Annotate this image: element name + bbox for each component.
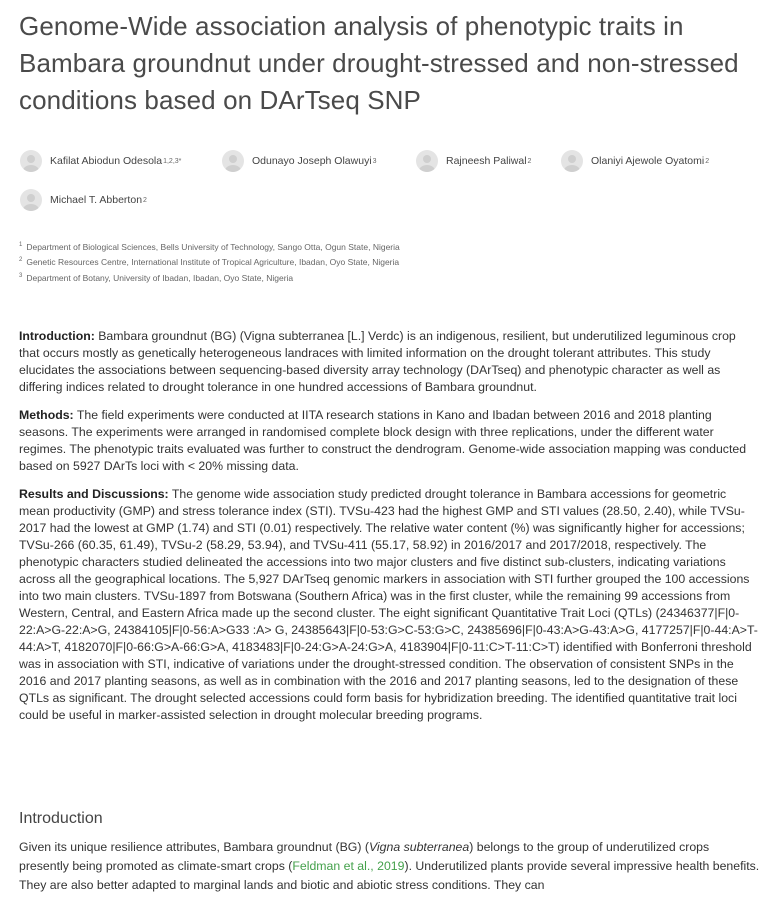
affiliation-item [19, 239, 400, 254]
avatar-icon [416, 150, 438, 172]
abstract-results-label: Results and Discussions: [19, 487, 169, 501]
author-name: Olaniyi Ajewole Oyatomi [591, 155, 705, 167]
abstract-results-text: The genome wide association study predicted drought tolerance in Bambara accessions for geometric mean productivity (GMP) and stress tolerance index (STI). TVSu-423 had the highest GMP and STI values (28.50, 2.40), while TVSu-2017 had the lowest at GMP (1.74) and STI (0.01) respectively. The relative water content (%) was significantly higher for accessions; TVSu-266 (60.35, 61.49), TVSu-2 (58.29, 53.94), and TVSu-411 (55.17, 58.92) in 2016/2017 and 2017/2018, respectively. The phenotypic characters studied delineated the accessions into two major clusters and five distinct sub-clusters, indicating variations across all the geographical locations. The 5,927 DArTseq genomic markers in association with STI further grouped the 100 accessions into two main clusters. TVSu-1897 from Botswana (Southern Africa) was in the first cluster, while the remaining 99 accessions from Western, Central, and Eastern Africa made up the second cluster. The eight significant Quantitative Trait Loci (QTLs) (24346377|F|0-22:A>G-22:A>G, 24384105|F|0-56:A>G33 :A> G, 24385643|F|0-53:G>C-53:G>C, 24385696|F|0-43:A>G-43:A>G, 4177257|F|0-44:A>T-44:A>T, 4182070|F|0-66:G>A-66:G>A, 4183483|F|0-24:G>A-24:G>A, 4183904|F|0-11:C>T-11:C>T) identified with Bonferroni threshold was in association with STI, indicative of variations under the drought-stressed condition. The observation of consistent SNPs in the 2016 and 2017 planting seasons, as well as in combination with the 2016 and 2017 planting seasons, led to the designation of these QTLs as significant. The drought selected accessions could form basis for hybridization breeding. The identified quantitative trait loci could be useful in marker-assisted selection in drought molecular breeding programs. [19, 487, 758, 722]
affiliation-text: Department of Biological Sciences, Bells University of Technology, Sango Otta, Ogun State, Nigeria [26, 241, 400, 252]
author-4[interactable] [561, 150, 709, 172]
author-name: Odunayo Joseph Olawuyi [252, 155, 372, 167]
avatar-icon [20, 150, 42, 172]
avatar-icon [561, 150, 583, 172]
abstract [19, 328, 759, 735]
abstract-results [19, 486, 759, 724]
abstract-intro-label: Introduction: [19, 329, 95, 343]
affiliations [19, 239, 400, 285]
intro-text: Given its unique resilience attributes, Bambara groundnut (BG) ( [19, 840, 369, 854]
author-affil-sup: 2 [705, 157, 710, 165]
introduction-body [19, 838, 761, 895]
abstract-introduction [19, 328, 759, 396]
abstract-methods-label: Methods: [19, 408, 74, 422]
article-title: Genome-Wide association analysis of phenotypic traits in Bambara groundnut under drought-stressed and non-stressed conditions based on DArTseq SNP [19, 11, 739, 115]
author-name: Michael T. Abberton [50, 194, 143, 206]
avatar-icon [222, 150, 244, 172]
author-affil-sup: 2 [527, 157, 532, 165]
species-name: Vigna subterranea [368, 840, 470, 854]
abstract-intro-text: Bambara groundnut (BG) (Vigna subterranea [L.] Verdc) is an indigenous, resilient, but underutilized leguminous crop that occurs mostly as genetically heterogeneous landraces with limited information on the drought tolerant attributes. This study elucidates the associations between sequencing-based diversity array technology (DArTseq) and phenotypic character as well as differing indices related to drought tolerance in one hundred accessions of Bambara groundnut. [19, 329, 736, 394]
author-affil-sup: 3 [372, 157, 377, 165]
avatar-icon [20, 189, 42, 211]
author-5[interactable] [20, 189, 147, 211]
section-heading-introduction: Introduction [19, 810, 103, 827]
affiliation-text: Department of Botany, University of Ibadan, Ibadan, Oyo State, Nigeria [26, 272, 294, 283]
affiliation-number: 1 [19, 242, 23, 248]
author-2[interactable] [222, 150, 377, 172]
affiliation-item [19, 270, 400, 285]
author-name: Rajneesh Paliwal [446, 155, 527, 167]
author-1[interactable] [20, 150, 181, 172]
author-affil-sup: 2 [143, 196, 147, 204]
affiliation-number: 2 [19, 257, 23, 264]
abstract-methods [19, 407, 759, 475]
author-3[interactable] [416, 150, 531, 172]
affiliation-item [19, 254, 400, 269]
abstract-methods-text: The field experiments were conducted at IITA research stations in Kano and Ibadan between 2016 and 2018 planting seasons. The experiments were arranged in randomised complete block design with three replications, under the different water regimes. The phenotypic traits evaluated was further to construct the dendrogram. Genome-wide association mapping was conducted based on 5927 DArTs loci with < 20% missing data. [19, 408, 747, 473]
citation-link[interactable]: Feldman et al., 2019 [292, 859, 405, 873]
intro-text: ). Underutilized plants provide several impressive health benefits. They are also better adapted to marginal lands and biotic and abiotic stress conditions. They can [19, 859, 760, 892]
author-affil-sup: 1,2,3* [163, 157, 182, 165]
intro-text: ) belongs to the group of underutilized crops presently being promoted as climate-smart crops ( [19, 840, 710, 873]
author-name: Kafilat Abiodun Odesola [50, 155, 163, 167]
affiliation-number: 3 [19, 272, 23, 279]
affiliation-text: Genetic Resources Centre, International Institute of Tropical Agriculture, Ibadan, Oyo State, Nigeria [26, 257, 400, 268]
